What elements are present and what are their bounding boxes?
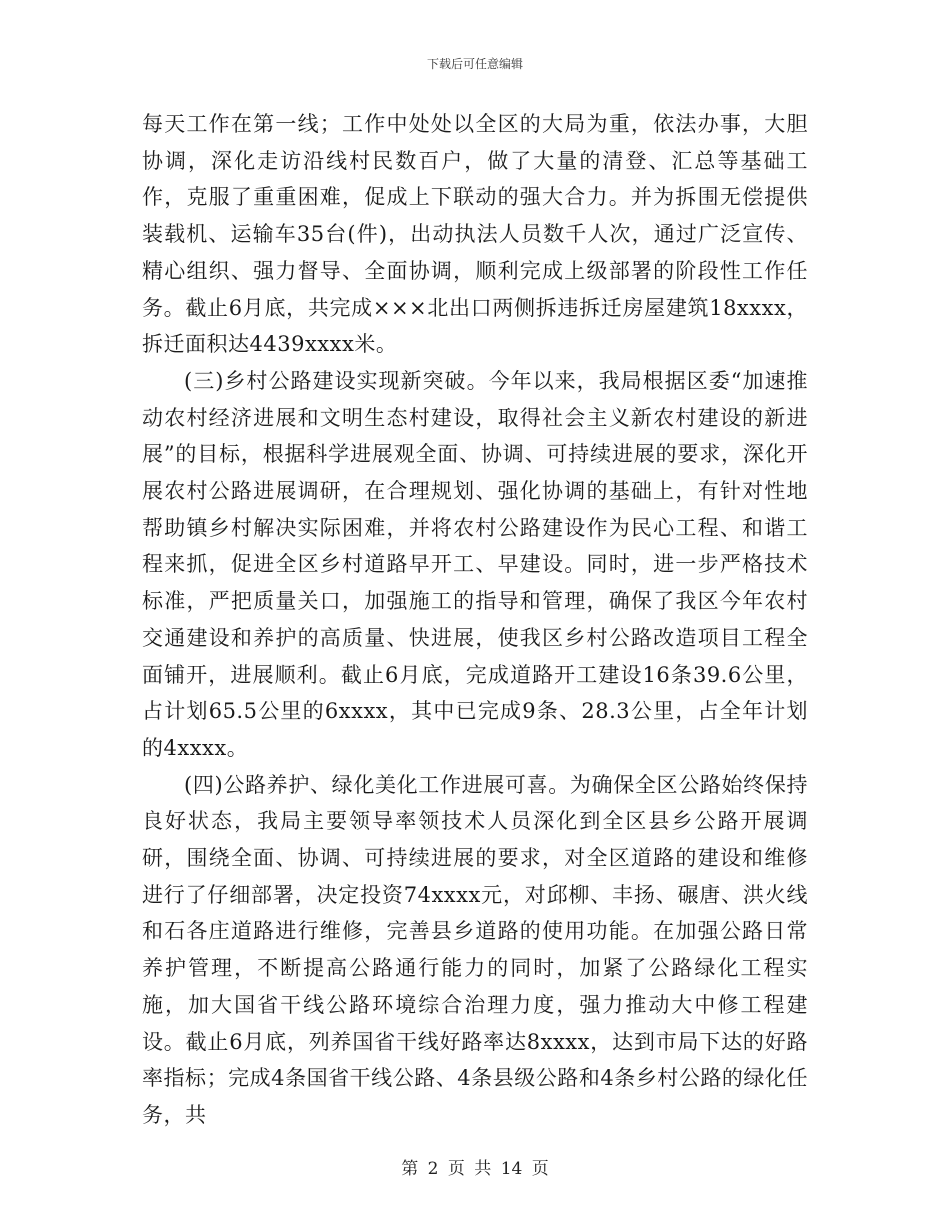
paragraph-1: 每天工作在第一线；工作中处处以全区的大局为重，依法办事，大胆协调，深化走访沿线村民数百户，做了大量的清登、汇总等基础工作，克服了重重困难，促成上下联动的强大合力。并为拆围无偿提供装载机、运输车35台(件)，出动执法人员数千人次，通过广泛宣传、精心组织、强力督导、全面协调，顺利完成上级部署的阶段性工作任务。截止6月底，共完成×××北出口两侧拆违拆迁房屋建筑18xxxx，拆迁面积达4439xxxx米。: [142, 112, 808, 357]
paragraph-2: (三)乡村公路建设实现新突破。今年以来，我局根据区委“加速推动农村经济进展和文明生态村建设，取得社会主义新农村建设的新进展”的目标，根据科学进展观全面、协调、可持续进展的要求，深化开展农村公路进展调研，在合理规划、强化协调的基础上，有针对性地帮助镇乡村解决实际困难，并将农村公路建设作为民心工程、和谐工程来抓，促进全区乡村道路早开工、早建设。同时，进一步严格技术标准，严把质量关口，加强施工的指导和管理，确保了我区今年农村交通建设和养护的高质量、快进展，使我区乡村公路改造项目工程全面铺开，进展顺利。截止6月底，完成道路开工建设16条39.6公里，占计划65.5公里的6xxxx，其中已完成9条、28.3公里，占全年计划的4xxxx。: [142, 368, 808, 760]
page-header: 下载后可任意编辑: [426, 57, 523, 71]
paragraph-3: (四)公路养护、绿化美化工作进展可喜。为确保全区公路始终保持良好状态，我局主要领导率领技术人员深化到全区县乡公路开展调研，围绕全面、协调、可持续进展的要求，对全区道路的建设和维修进行了仔细部署，决定投资74xxxx元，对邱柳、丰扬、碾唐、洪火线和石各庄道路进行维修，完善县乡道路的使用功能。在加强公路日常养护管理，不断提高公路通行能力的同时，加紧了公路绿化工程实施，加大国省干线公路环境综合治理力度，强力推动大中修工程建设。截止6月底，列养国省干线好路率达8xxxx，达到市局下达的好路率指标；完成4条国省干线公路、4条县级公路和4条乡村公路的绿化任务，共: [142, 772, 808, 1127]
document-body: [142, 106, 808, 1134]
page-footer: 第 2 页 共 14 页: [401, 1159, 549, 1179]
